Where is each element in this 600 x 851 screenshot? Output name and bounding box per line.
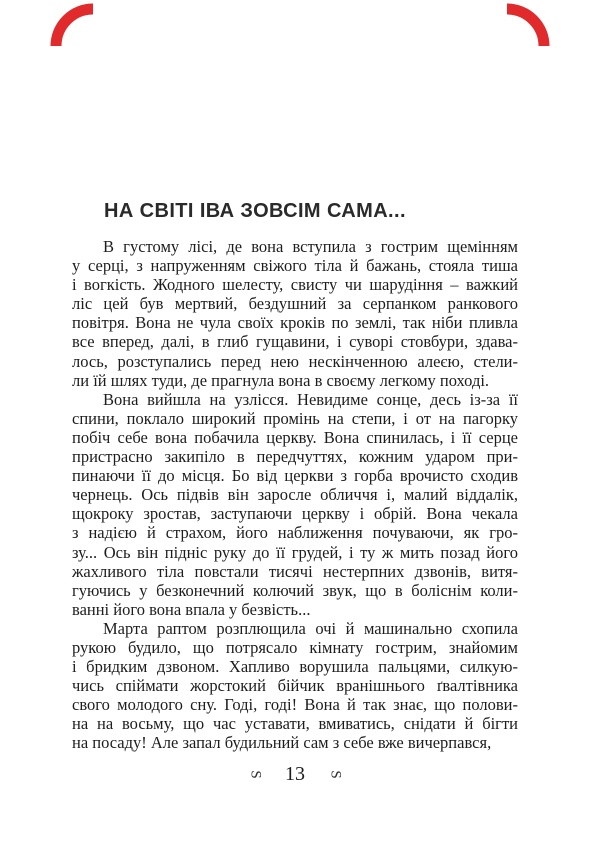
text-line: повітря. Вона не чула своїх кроків по землі, так ніби пливла — [72, 313, 518, 333]
text-line: з надією й страхом, його наближення почуваючи, як гро- — [72, 523, 518, 543]
text-line: ли їй шлях туди, де прагнула вона в своєму легкому поході. — [72, 370, 490, 390]
text-line: В густому лісі, де вона вступила з гострим щемінням — [103, 237, 518, 256]
red-corner-arc-right-icon — [507, 9, 544, 46]
text-line: пинаючи її до місця. Бо від церкви з горба врочисто сходив — [72, 466, 518, 486]
footer-ornament-left-icon: S — [247, 769, 264, 779]
text-line: лось, розступались перед нею нескінченною алеєю, стели- — [72, 351, 518, 371]
corner-ornaments — [0, 0, 600, 60]
text-line: у серці, з напруженням свіжого тіла й бажань, стояла тиша — [72, 256, 518, 276]
red-corner-arc-left-icon — [56, 9, 93, 46]
text-line: жахливого тіла повстали тисячі нестерпних дзвонів, витя- — [72, 561, 518, 581]
text-line: Вона вийшла на узлісся. Невидиме сонце, десь із-за її — [103, 389, 518, 409]
footer-ornament-right-icon: S — [327, 769, 344, 779]
text-line: все вперед, далі, в глиб гущавини, і суворі стовбури, здава- — [72, 332, 518, 352]
text-line: Марта раптом розплющила очі й машинально схопила — [103, 618, 518, 638]
text-line: щокроку зростав, заступаючи церкву і обрій. Вона чекала — [72, 504, 518, 524]
body-text — [72, 237, 518, 753]
chapter-title: НА СВІТІ ІВА ЗОВСІМ САМА... — [104, 200, 406, 222]
text-line: чернець. Ось підвів він заросле обличчя і, малий віддалік, — [72, 485, 518, 505]
text-line: чись спіймати жорстокий бійчик вранішнього ґвалтівника — [72, 676, 518, 696]
text-line: ліс цей був мертвий, бездушний за серпанком ранкового — [72, 294, 518, 314]
text-line: зу... Ось він підніс руку до її грудей, і ту ж мить позад його — [72, 542, 518, 562]
text-line: і вогкість. Жодного шелесту, свисту чи шарудіння – важкий — [72, 275, 518, 295]
text-line: пристрасно закипіло в передчуттях, кожним ударом при- — [72, 447, 518, 467]
page-number: 13 — [285, 763, 305, 785]
text-line: побіч себе вона побачила церкву. Вона спинилась, і її серце — [72, 427, 518, 447]
text-line: і бридким дзвоном. Хапливо ворушила пальцями, силкую- — [72, 657, 518, 677]
text-line: свого молодого сну. Годі, годі! Вона й так знає, що полови- — [72, 695, 518, 715]
text-line: рукою будило, що потрясало кімнату гострим, знайомим — [72, 637, 518, 657]
text-line: на посаду! Але запал будильний сам з себе вже вичерпався, — [72, 733, 492, 753]
page-footer — [72, 762, 518, 786]
text-line: на на восьму, що час уставати, вмиватись, снідати й бігти — [72, 714, 518, 734]
text-line: гуючись у безконечний колючий звук, що в боліснім коли- — [72, 580, 518, 600]
text-line: спини, поклало широкий промінь на степи, і от на пагорку — [72, 408, 518, 428]
text-line: ванні його вона впала у безвість... — [72, 599, 311, 619]
